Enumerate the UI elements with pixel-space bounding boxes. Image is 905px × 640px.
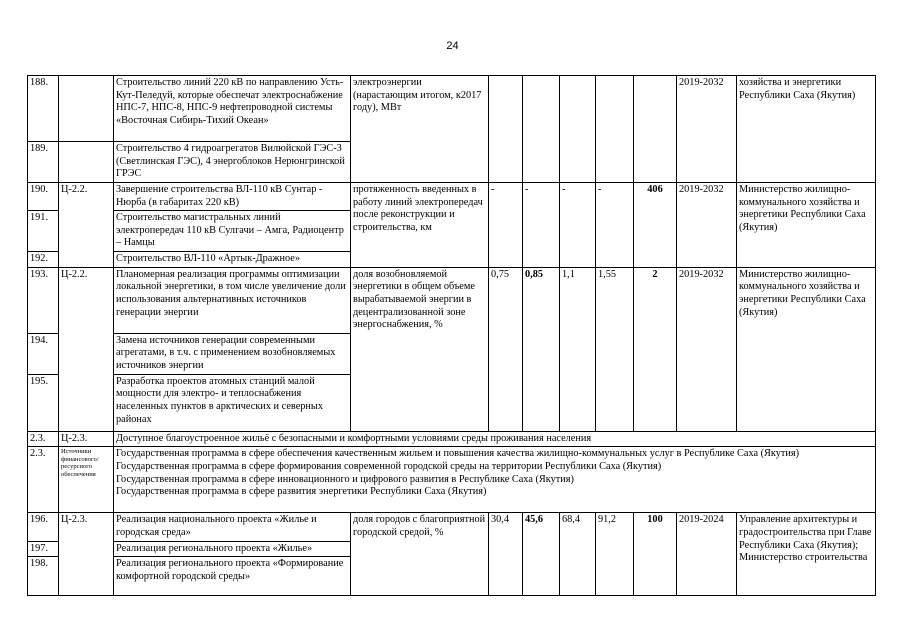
row-number: 191.: [28, 211, 59, 252]
table-row: [28, 267, 876, 333]
indicator-cell: доля возобновляемой энергетики в общем объеме вырабатываемой энергии в децентрализованной зоне энергоснабжения, %: [351, 267, 489, 431]
page-number: 24: [446, 40, 459, 52]
value-cell: -: [560, 183, 596, 268]
row-number: 197.: [28, 541, 59, 557]
row-number: 192.: [28, 252, 59, 268]
row-number: 193.: [28, 267, 59, 333]
responsible-cell: Министерство жилищно-коммунального хозяйства и энергетики Республики Саха (Якутия): [737, 183, 876, 268]
value-cell: 1,1: [560, 267, 596, 431]
plan-table: [27, 75, 876, 596]
goal-code: Ц-2.3.: [59, 431, 114, 447]
goal-code: Ц-2.2.: [59, 183, 114, 268]
indicator-cell: протяженность введенных в работу линий электропередач после реконструкции и строительства, км: [351, 183, 489, 268]
responsible-cell: Министерство жилищно-коммунального хозяйства и энергетики Республики Саха (Якутия): [737, 267, 876, 431]
target-cell: 2: [634, 267, 677, 431]
indicator-cell: электроэнергии (нарастающим итогом, к2017 году), МВт: [351, 76, 489, 183]
row-number: 189.: [28, 142, 59, 183]
period-cell: 2019-2032: [677, 267, 737, 431]
value-cell: 0,85: [523, 267, 560, 431]
value-cell: 1,55: [596, 267, 634, 431]
period-cell: 2019-2032: [677, 183, 737, 268]
event-cell: Строительство линий 220 кВ по направлению Усть-Кут-Пеледуй, которые обеспечат электроснабжение НПС-7, НПС-8, НПС-9 нефтепроводной системы «Восточная Сибирь-Тихий Океан»: [114, 76, 351, 142]
event-cell: Реализация национального проекта «Жилье и городская среда»: [114, 513, 351, 541]
target-cell: 100: [634, 513, 677, 596]
table-row: [28, 431, 876, 447]
value-cell: 68,4: [560, 513, 596, 596]
section-number: 2.3.: [28, 431, 59, 447]
table-row: [28, 183, 876, 211]
value-cell: [489, 76, 523, 183]
event-cell: Завершение строительства ВЛ-110 кВ Сунтар - Нюрба (в габаритах 220 кВ): [114, 183, 351, 211]
value-cell: -: [489, 183, 523, 268]
goal-code: Ц-2.2.: [59, 267, 114, 431]
value-cell: [596, 76, 634, 183]
event-cell: Планомерная реализация программы оптимизации локальной энергетики, в том числе увеличение доли использования альтернативных источников генерации энергии: [114, 267, 351, 333]
table-row: [28, 76, 876, 142]
responsible-cell: хозяйства и энергетики Республики Саха (Якутия): [737, 76, 876, 183]
table-row: [28, 447, 876, 513]
value-cell: 30,4: [489, 513, 523, 596]
section-title: Доступное благоустроенное жильё с безопасными и комфортными условиями среды проживания населения: [114, 431, 876, 447]
value-cell: -: [596, 183, 634, 268]
period-cell: 2019-2024: [677, 513, 737, 596]
row-number: 188.: [28, 76, 59, 142]
row-number: 195.: [28, 374, 59, 431]
goal-code: Ц-2.3.: [59, 513, 114, 596]
event-cell: Строительство магистральных линий электропередач 110 кВ Сулгачи – Амга, Радиоцентр – Намцы: [114, 211, 351, 252]
event-cell: Разработка проектов атомных станций малой мощности для электро- и теплоснабжения населенных пунктов в арктических и северных районах: [114, 374, 351, 431]
period-cell: 2019-2032: [677, 76, 737, 183]
value-cell: 0,75: [489, 267, 523, 431]
event-cell: Строительство ВЛ-110 «Артык-Дражное»: [114, 252, 351, 268]
value-cell: [523, 76, 560, 183]
responsible-cell: Управление архитектуры и градостроительства при Главе Республики Саха (Якутия); Министерство строительства: [737, 513, 876, 596]
value-cell: 45,6: [523, 513, 560, 596]
value-cell: 91,2: [596, 513, 634, 596]
event-cell: Строительство 4 гидроагрегатов Вилюйской ГЭС-3 (Светлинская ГЭС), 4 энергоблоков Нерюнгринской ГРЭС: [114, 142, 351, 183]
section-number: 2.3.: [28, 447, 59, 513]
goal-code: [59, 76, 114, 142]
event-cell: Реализация регионального проекта «Жилье»: [114, 541, 351, 557]
funding-programs: Государственная программа в сфере обеспечения качественным жильем и повышения качества жилищно-коммунальных услуг в Республике Саха (Якутия) Государственная программа в сфере формирования современной городской среды на территории Республики Саха (Якутия) Государственная программа в сфере инновационного и цифрового развития в Республике Саха (Якутия) Государственная программа в сфере развития энергетики Республики Саха (Якутия): [114, 447, 876, 513]
event-cell: Реализация регионального проекта «Формирование комфортной городской среды»: [114, 557, 351, 596]
row-number: 190.: [28, 183, 59, 211]
row-number: 198.: [28, 557, 59, 596]
value-cell: -: [523, 183, 560, 268]
value-cell: [560, 76, 596, 183]
indicator-cell: доля городов с благоприятной городской средой, %: [351, 513, 489, 596]
target-cell: [634, 76, 677, 183]
row-number: 194.: [28, 333, 59, 374]
goal-code: [59, 142, 114, 183]
table-row: [28, 513, 876, 541]
row-number: 196.: [28, 513, 59, 541]
funding-sources-label: Источники финансового/ресурсного обеспечения: [59, 447, 114, 513]
target-cell: 406: [634, 183, 677, 268]
event-cell: Замена источников генерации современными агрегатами, в т.ч. с применением возобновляемых источников энергии: [114, 333, 351, 374]
